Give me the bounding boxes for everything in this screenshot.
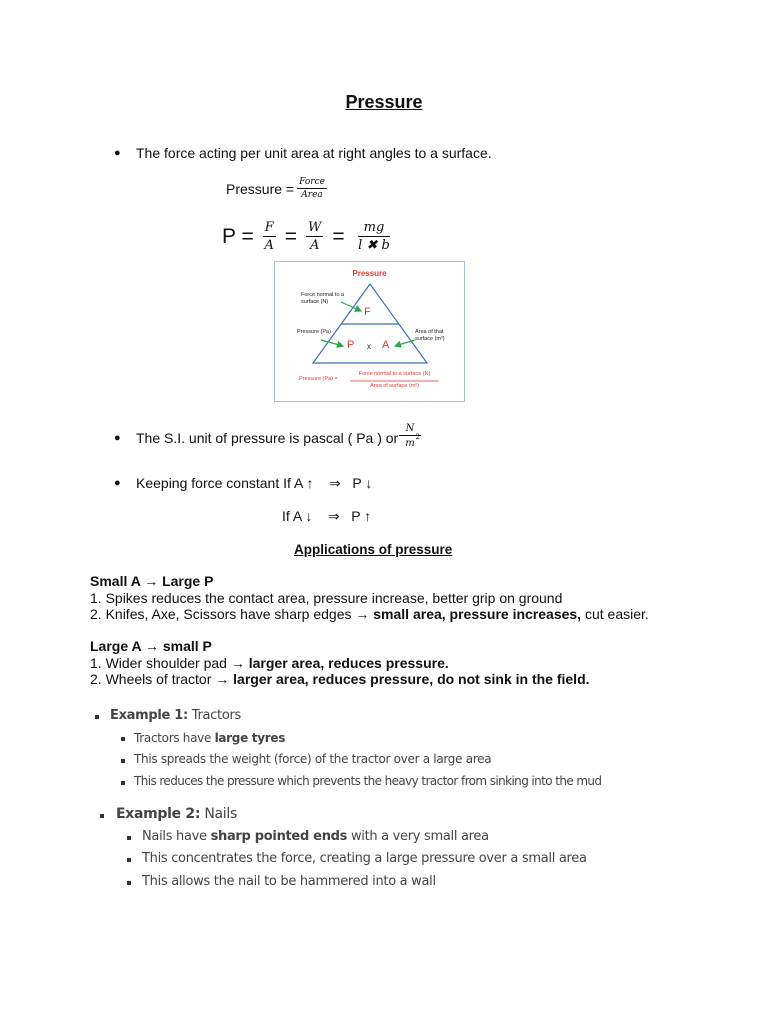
equals-sign: =: [332, 224, 345, 248]
bullet-dot: ●: [114, 477, 121, 489]
bullet-dot: ●: [114, 147, 121, 159]
example-label: Example 2:: [116, 806, 201, 822]
square-bullet: [121, 781, 125, 785]
force-over-area-fraction: [297, 177, 327, 200]
mg-over-lb-fraction: [358, 220, 391, 253]
pressure-arrow: [321, 340, 343, 346]
diagram-a: A: [382, 339, 390, 351]
pressure-label: Pressure (Pa): [297, 329, 331, 335]
large-area-heading: Large A → small P: [90, 638, 212, 654]
keeping-force-line2: If A ↓ ⇒ P ↑: [282, 508, 372, 524]
fraction-denominator: A: [310, 238, 320, 253]
example-topic: Tractors: [187, 708, 242, 723]
pressure-formula: [226, 177, 327, 200]
si-unit-text: The S.I. unit of pressure is pascal ( Pa ) or: [136, 430, 399, 446]
pressure-triangle-diagram: [274, 261, 465, 402]
item-bold-text: larger area, reduces pressure, do not sink in the field.: [233, 671, 590, 687]
example-label: Example 1:: [110, 708, 188, 723]
example-2-sub-2: This concentrates the force, creating a large pressure over a small area: [142, 851, 587, 866]
fraction-denominator: A: [264, 238, 274, 253]
si-unit-exponent: 2: [415, 433, 420, 441]
example-1-sub-1: [134, 731, 285, 745]
formula-left: Pressure =: [226, 180, 295, 197]
square-bullet: [121, 737, 125, 741]
example-2-sub-3: This allows the nail to be hammered into a wall: [142, 874, 436, 889]
diagram-f: F: [364, 306, 371, 318]
equals-sign: =: [284, 224, 298, 248]
diagram-formula-left: Pressure (Pa) =: [299, 376, 338, 382]
example-1-sub-3: This reduces the pressure which prevents the heavy tractor from sinking into the mud: [134, 774, 602, 788]
fraction-numerator: mg: [358, 220, 391, 237]
item-text: Tractors have: [134, 731, 215, 745]
item-text: 2. Wheels of tractor →: [90, 671, 234, 687]
item-bold-text: large tyres: [214, 731, 286, 745]
item-bold-text: sharp pointed ends: [210, 829, 348, 844]
si-unit-denominator: m: [405, 438, 415, 449]
si-unit-numerator: N: [399, 423, 421, 436]
diagram-title: Pressure: [352, 269, 387, 278]
example-topic: Nails: [200, 806, 237, 822]
definition-text: The force acting per unit area at right angles to a surface.: [136, 145, 492, 161]
item-text: cut easier.: [581, 606, 649, 622]
fraction-numerator: F: [264, 220, 274, 235]
diagram-p: P: [347, 339, 355, 351]
w-over-a-fraction: [306, 220, 323, 253]
square-bullet: [95, 715, 99, 719]
fraction-denominator: Area: [301, 190, 323, 200]
diagram-formula-den: Area of surface (m²): [370, 383, 419, 389]
si-unit-fraction: [399, 423, 421, 449]
small-area-heading: Small A → Large P: [90, 573, 214, 589]
example-2-heading: [116, 806, 237, 822]
item-text: 1. Wider shoulder pad →: [90, 654, 249, 671]
item-text: Nails have: [142, 829, 211, 844]
f-over-a-fraction: [263, 220, 276, 253]
fraction-numerator: Force: [299, 177, 325, 187]
small-area-item-2: [90, 606, 649, 623]
item-bold-text: larger area, reduces pressure.: [248, 654, 449, 671]
fraction-numerator: W: [308, 220, 322, 235]
diagram-formula-num: Force normal to a surface (N): [358, 371, 431, 377]
pressure-equation: [222, 220, 390, 253]
large-area-item-1: [90, 655, 590, 672]
example-1-sub-2: This spreads the weight (force) of the tractor over a large area: [134, 752, 492, 766]
bullet-dot: ●: [114, 432, 121, 444]
item-text: with a very small area: [347, 829, 489, 844]
example-2-sub-1: [142, 829, 489, 844]
small-area-item-1: 1. Spikes reduces the contact area, pressure increase, better grip on ground: [90, 589, 563, 606]
applications-heading: Applications of pressure: [294, 542, 453, 557]
square-bullet: [100, 814, 104, 818]
square-bullet: [127, 881, 131, 885]
large-area-section: [90, 638, 590, 688]
square-bullet: [127, 858, 131, 862]
area-label: Area of that surface (m²): [415, 329, 445, 342]
item-bold-text: small area, pressure increases,: [373, 606, 582, 622]
item-text: 2. Knifes, Axe, Scissors have sharp edges →: [90, 606, 374, 622]
example-1-heading: [110, 708, 241, 723]
force-label: Force normal to a surface (N): [301, 292, 345, 305]
page-title: Pressure: [345, 92, 423, 112]
p-equals: P =: [222, 224, 254, 248]
small-area-section: [90, 573, 649, 623]
large-area-item-2: [90, 671, 590, 688]
keeping-force-line1: Keeping force constant If A ↑ ⇒ P ↓: [136, 475, 373, 491]
diagram-times: x: [367, 342, 371, 351]
square-bullet: [127, 836, 131, 840]
square-bullet: [121, 759, 125, 763]
fraction-denominator: l ✖ b: [358, 238, 390, 253]
